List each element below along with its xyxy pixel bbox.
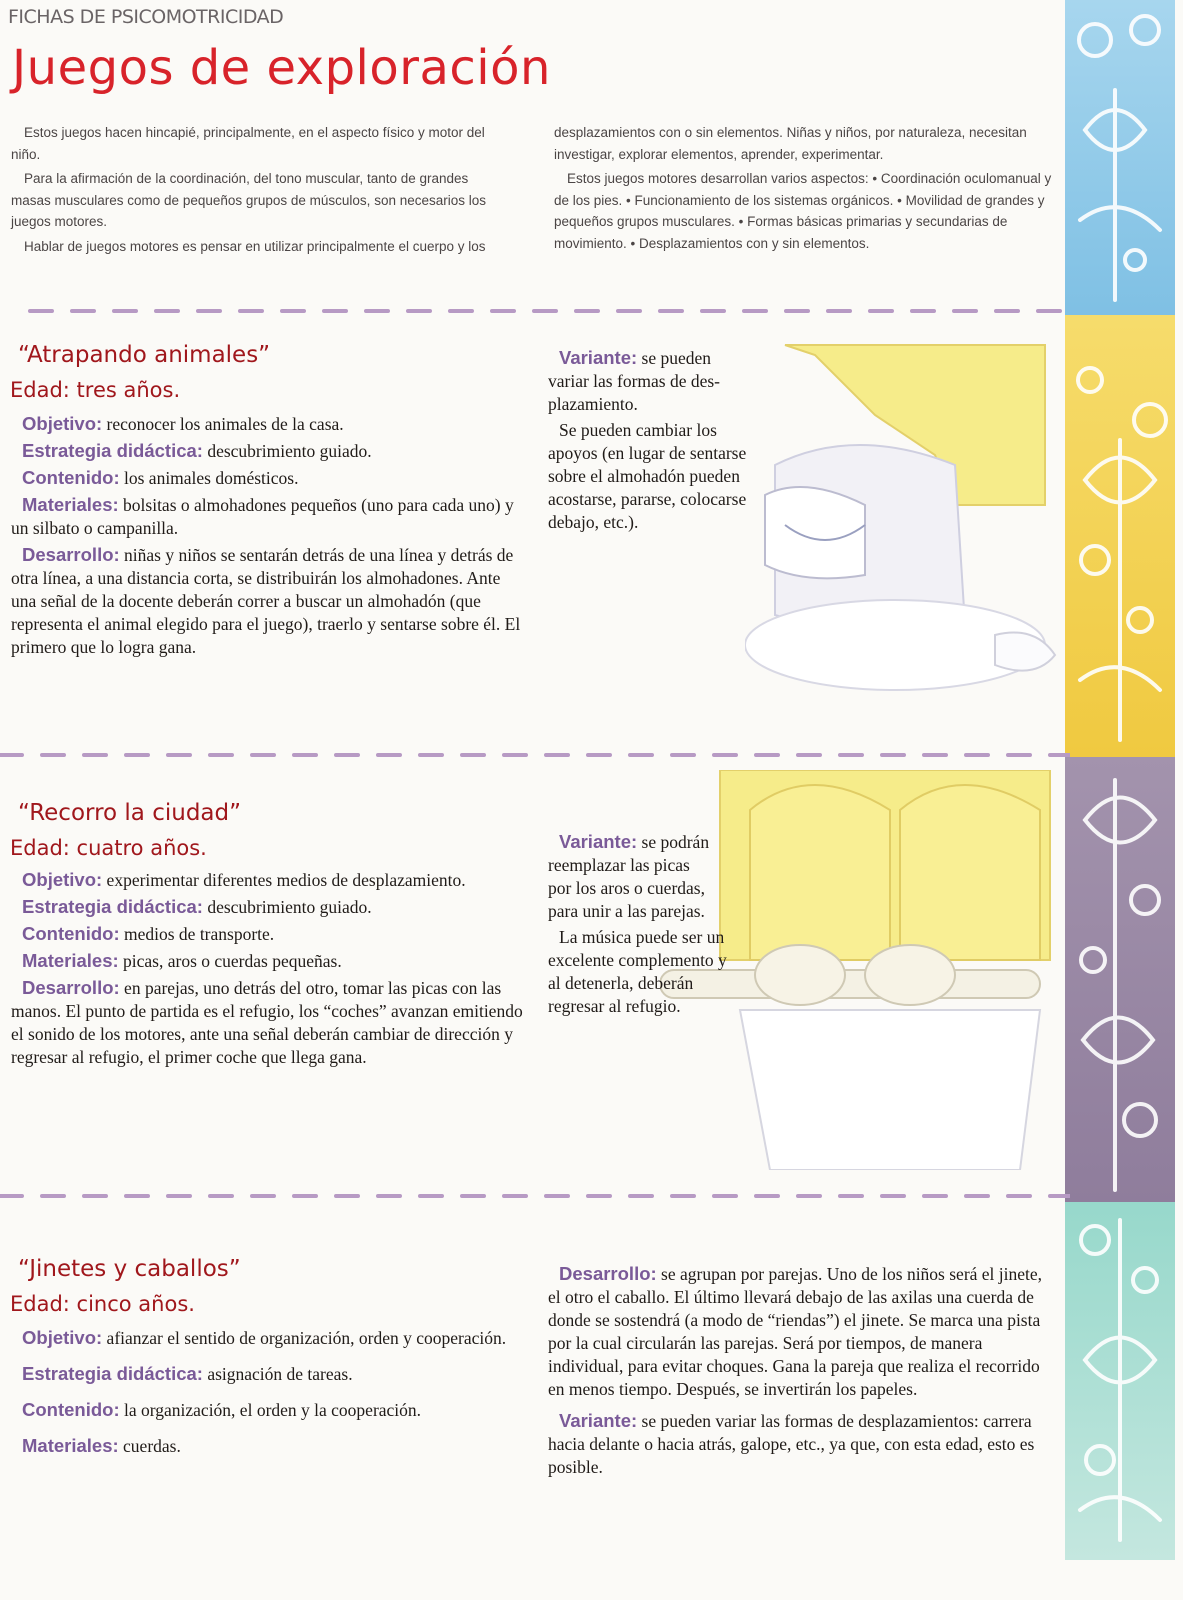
game-title: “Atrapando animales” <box>18 342 271 368</box>
label-estrategia: Estrategia didáctica: <box>22 440 203 461</box>
game-details <box>11 412 523 662</box>
estrategia-text: asignación de tareas. <box>207 1364 353 1384</box>
label-materiales: Materiales: <box>22 950 119 971</box>
estrategia-text: descubrimiento guiado. <box>207 441 372 461</box>
variante-text: se podrán reemplazar las picas por los aros o cuerdas, para unir a las parejas. <box>548 832 710 921</box>
label-materiales: Materiales: <box>22 494 119 515</box>
objetivo-text: experimentar diferentes medios de desplazamiento. <box>106 870 466 890</box>
intro-paragraph: Estos juegos hacen hincapié, principalmente, en el aspecto físico y motor del niño. <box>11 125 485 162</box>
materiales-text: picas, aros o cuerdas pequeñas. <box>123 951 342 971</box>
label-variante: Variante: <box>559 1410 638 1431</box>
label-contenido: Contenido: <box>22 923 120 944</box>
label-objetivo: Objetivo: <box>22 869 103 890</box>
label-objetivo: Objetivo: <box>22 413 103 434</box>
page-title: Juegos de exploración <box>12 40 551 96</box>
variante-extra-text: Se pueden cambiar los apoyos (en lugar de sentarse sobre el almohadón pueden acostarse, pararse, colocarse debajo, etc.). <box>548 420 747 532</box>
game-variant <box>548 830 727 1021</box>
decorative-side-band <box>1065 0 1175 1560</box>
materiales-text: bolsitas o almohadones pequeños (uno para cada uno) y un silbato o campanilla. <box>11 495 514 538</box>
label-desarrollo: Desarrollo: <box>559 1263 657 1284</box>
materiales-text: cuerdas. <box>123 1436 181 1456</box>
section-divider <box>0 307 1070 315</box>
intro-column-left <box>11 122 501 260</box>
intro-paragraph: Estos juegos motores desarrollan varios aspectos: • Coordinación oculomanual y de los pies. • Funcionamiento de los sistemas orgánicos. • Movilidad de grandes y pequeños grupos musculares. • Formas básicas primarias y secundarias de movimiento. • Desplazamientos con y sin elementos. <box>554 171 1052 251</box>
label-objetivo: Objetivo: <box>22 1327 103 1348</box>
contenido-text: medios de transporte. <box>124 924 275 944</box>
label-variante: Variante: <box>559 831 638 852</box>
label-estrategia: Estrategia didáctica: <box>22 896 203 917</box>
game-age: Edad: cuatro años. <box>10 836 207 860</box>
game-details-right <box>548 1262 1056 1482</box>
contenido-text: los animales domésticos. <box>124 468 299 488</box>
variante-text: se pueden variar las formas de desplazamientos: carrera hacia delante o hacia atrás, galope, etc., ya que, con esta edad, esto es posible. <box>548 1411 1035 1477</box>
objetivo-text: afianzar el sentido de organización, orden y cooperación. <box>106 1328 507 1348</box>
label-variante: Variante: <box>559 347 638 368</box>
intro-paragraph: desplazamientos con o sin elementos. Niñas y niños, por naturaleza, necesitan investigar, explorar elementos, aprender, experimentar. <box>554 125 1027 162</box>
intro-column-right <box>554 122 1059 257</box>
game-title: “Jinetes y caballos” <box>18 1256 241 1282</box>
series-title: FICHAS DE PSICOMOTRICIDAD <box>8 6 284 28</box>
estrategia-text: descubrimiento guiado. <box>207 897 372 917</box>
variante-text: se pueden variar las formas de des-plazamiento. <box>548 348 721 414</box>
game-age: Edad: cinco años. <box>10 1292 195 1316</box>
label-contenido: Contenido: <box>22 467 120 488</box>
game-details <box>11 1326 523 1461</box>
objetivo-text: reconocer los animales de la casa. <box>106 414 344 434</box>
variante-extra-text: La música puede ser un excelente complemento y al detenerla, deberán regresar al refugio. <box>548 927 727 1016</box>
game-details <box>11 868 523 1072</box>
intro-paragraph: Para la afirmación de la coordinación, del tono muscular, tanto de grandes masas musculares como de pequeños grupos de músculos, son necesarios los juegos motores. <box>11 171 486 229</box>
label-materiales: Materiales: <box>22 1435 119 1456</box>
desarrollo-text: en parejas, uno detrás del otro, tomar las picas con las manos. El punto de partida es el refugio, los “coches” avanzan emitiendo el sonido de los motores, ante una señal deberán cambiar de dirección y regresar al refugio, el primer coche que llega gana. <box>11 978 523 1067</box>
contenido-text: la organización, el orden y la cooperación. <box>124 1400 422 1420</box>
label-desarrollo: Desarrollo: <box>22 544 120 565</box>
label-contenido: Contenido: <box>22 1399 120 1420</box>
desarrollo-text: niñas y niños se sentarán detrás de una línea y detrás de otra línea, a una distancia corta, se distribuirán los almohadones. Ante una señal de la docente deberán correr a buscar un almohadón (que representa el animal elegido para el juego), traerlo y sentarse sobre él. El primero que lo logra gana. <box>11 545 521 657</box>
section-divider <box>0 751 1070 759</box>
intro-paragraph: Hablar de juegos motores es pensar en utilizar principalmente el cuerpo y los <box>24 238 486 254</box>
desarrollo-text: se agrupan por parejas. Uno de los niños será el jinete, el otro el caballo. El último llevará debajo de las axilas una cuerda de donde se sostendrá (a modo de “riendas”) el jinete. Se marca una pista por la cual circularán las parejas. Será por tiempos, de manera individual, para evitar choques. Gana la pareja que realiza el recorrido en menos tiempo. Después, se invertirán los papeles. <box>548 1264 1043 1399</box>
game-variant <box>548 346 753 537</box>
game-title: “Recorro la ciudad” <box>18 800 242 826</box>
label-estrategia: Estrategia didáctica: <box>22 1363 203 1384</box>
section-divider <box>0 1192 1070 1200</box>
label-desarrollo: Desarrollo: <box>22 977 120 998</box>
illustration-child-on-cushion <box>745 335 1070 710</box>
game-age: Edad: tres años. <box>10 378 181 402</box>
